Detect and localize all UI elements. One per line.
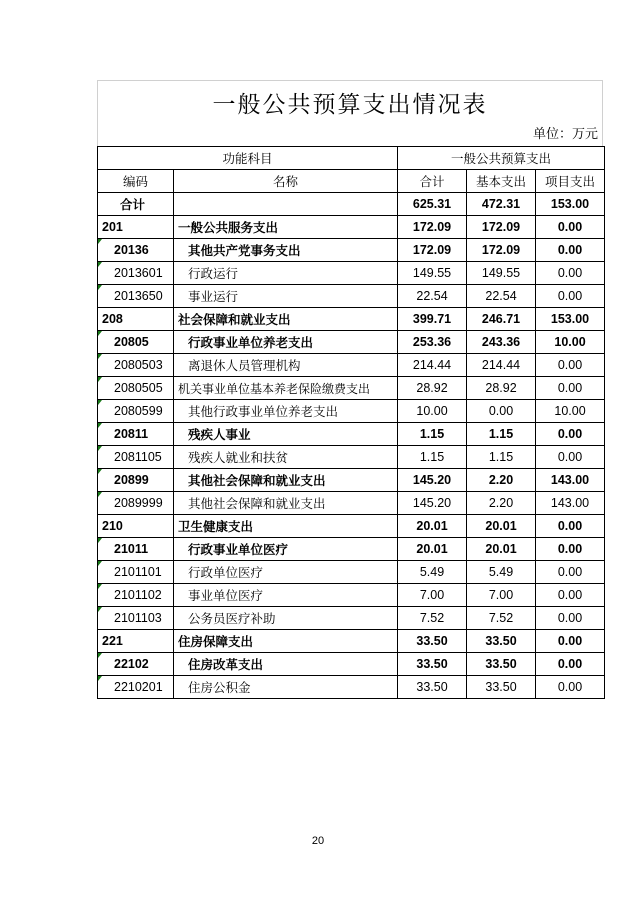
row-name: 其他行政事业单位养老支出 bbox=[174, 400, 398, 423]
row-total: 33.50 bbox=[398, 630, 467, 653]
table-row bbox=[98, 584, 605, 607]
row-project: 0.00 bbox=[536, 676, 605, 699]
row-project: 0.00 bbox=[536, 538, 605, 561]
row-total: 7.52 bbox=[398, 607, 467, 630]
header-row-1 bbox=[98, 147, 605, 170]
row-name: 其他社会保障和就业支出 bbox=[174, 469, 398, 492]
row-name: 机关事业单位基本养老保险缴费支出 bbox=[174, 377, 398, 400]
table-row bbox=[98, 630, 605, 653]
row-code: 2210201 bbox=[98, 676, 174, 699]
row-code: 208 bbox=[98, 308, 174, 331]
table-row bbox=[98, 262, 605, 285]
row-project: 0.00 bbox=[536, 630, 605, 653]
row-basic: 33.50 bbox=[467, 653, 536, 676]
row-name: 卫生健康支出 bbox=[174, 515, 398, 538]
row-code: 2013650 bbox=[98, 285, 174, 308]
row-basic: 246.71 bbox=[467, 308, 536, 331]
row-basic: 33.50 bbox=[467, 630, 536, 653]
row-code: 221 bbox=[98, 630, 174, 653]
row-project: 153.00 bbox=[536, 308, 605, 331]
row-name: 一般公共服务支出 bbox=[174, 216, 398, 239]
row-basic: 1.15 bbox=[467, 446, 536, 469]
header-budget-group: 一般公共预算支出 bbox=[398, 147, 605, 170]
row-total: 20.01 bbox=[398, 538, 467, 561]
row-code: 22102 bbox=[98, 653, 174, 676]
row-name: 其他共产党事务支出 bbox=[174, 239, 398, 262]
row-name: 行政事业单位养老支出 bbox=[174, 331, 398, 354]
row-total: 1.15 bbox=[398, 446, 467, 469]
header-row-2 bbox=[98, 170, 605, 193]
row-name: 住房保障支出 bbox=[174, 630, 398, 653]
table-title: 一般公共预算支出情况表 bbox=[97, 80, 603, 124]
row-name: 残疾人事业 bbox=[174, 423, 398, 446]
row-basic: 0.00 bbox=[467, 400, 536, 423]
table-row bbox=[98, 354, 605, 377]
row-code: 20805 bbox=[98, 331, 174, 354]
row-project: 0.00 bbox=[536, 423, 605, 446]
table-row bbox=[98, 285, 605, 308]
row-basic: 1.15 bbox=[467, 423, 536, 446]
row-code: 20899 bbox=[98, 469, 174, 492]
table-row bbox=[98, 216, 605, 239]
row-basic: 28.92 bbox=[467, 377, 536, 400]
row-total: 28.92 bbox=[398, 377, 467, 400]
row-total: 5.49 bbox=[398, 561, 467, 584]
row-project: 10.00 bbox=[536, 400, 605, 423]
row-total: 145.20 bbox=[398, 492, 467, 515]
row-basic: 20.01 bbox=[467, 538, 536, 561]
row-total: 172.09 bbox=[398, 216, 467, 239]
header-code: 编码 bbox=[98, 170, 174, 193]
row-name: 公务员医疗补助 bbox=[174, 607, 398, 630]
row-total: 399.71 bbox=[398, 308, 467, 331]
row-basic: 149.55 bbox=[467, 262, 536, 285]
row-code: 210 bbox=[98, 515, 174, 538]
row-code: 2081105 bbox=[98, 446, 174, 469]
row-code: 2080505 bbox=[98, 377, 174, 400]
table-row bbox=[98, 492, 605, 515]
row-basic: 214.44 bbox=[467, 354, 536, 377]
row-name: 事业单位医疗 bbox=[174, 584, 398, 607]
row-basic: 2.20 bbox=[467, 492, 536, 515]
row-project: 0.00 bbox=[536, 515, 605, 538]
table-row bbox=[98, 676, 605, 699]
row-name: 行政运行 bbox=[174, 262, 398, 285]
row-project: 0.00 bbox=[536, 262, 605, 285]
row-basic: 7.00 bbox=[467, 584, 536, 607]
row-project: 0.00 bbox=[536, 285, 605, 308]
row-project: 0.00 bbox=[536, 584, 605, 607]
row-project: 153.00 bbox=[536, 193, 605, 216]
row-total: 33.50 bbox=[398, 676, 467, 699]
row-code: 20136 bbox=[98, 239, 174, 262]
row-project: 0.00 bbox=[536, 354, 605, 377]
table-row bbox=[98, 515, 605, 538]
row-code: 2101101 bbox=[98, 561, 174, 584]
budget-table bbox=[97, 146, 605, 699]
row-total: 214.44 bbox=[398, 354, 467, 377]
header-func-subject: 功能科目 bbox=[98, 147, 398, 170]
row-code: 20811 bbox=[98, 423, 174, 446]
row-basic: 5.49 bbox=[467, 561, 536, 584]
table-row bbox=[98, 308, 605, 331]
row-basic: 2.20 bbox=[467, 469, 536, 492]
row-project: 0.00 bbox=[536, 446, 605, 469]
table-row bbox=[98, 446, 605, 469]
row-basic: 22.54 bbox=[467, 285, 536, 308]
row-basic: 172.09 bbox=[467, 239, 536, 262]
row-total: 145.20 bbox=[398, 469, 467, 492]
row-code: 201 bbox=[98, 216, 174, 239]
row-code: 2013601 bbox=[98, 262, 174, 285]
table-row bbox=[98, 193, 605, 216]
row-total: 10.00 bbox=[398, 400, 467, 423]
unit-label: 单位：万元 bbox=[97, 124, 603, 146]
table-row bbox=[98, 469, 605, 492]
header-name: 名称 bbox=[174, 170, 398, 193]
row-basic: 7.52 bbox=[467, 607, 536, 630]
header-project: 项目支出 bbox=[536, 170, 605, 193]
row-code: 2080503 bbox=[98, 354, 174, 377]
row-total: 625.31 bbox=[398, 193, 467, 216]
table-row bbox=[98, 377, 605, 400]
table-row bbox=[98, 400, 605, 423]
row-project: 0.00 bbox=[536, 216, 605, 239]
row-total: 7.00 bbox=[398, 584, 467, 607]
row-total: 149.55 bbox=[398, 262, 467, 285]
row-project: 0.00 bbox=[536, 653, 605, 676]
row-total: 20.01 bbox=[398, 515, 467, 538]
row-project: 0.00 bbox=[536, 239, 605, 262]
table-row bbox=[98, 653, 605, 676]
row-total: 1.15 bbox=[398, 423, 467, 446]
row-code: 2101102 bbox=[98, 584, 174, 607]
row-name: 事业运行 bbox=[174, 285, 398, 308]
table-row bbox=[98, 239, 605, 262]
row-code: 2089999 bbox=[98, 492, 174, 515]
row-basic: 172.09 bbox=[467, 216, 536, 239]
table-row bbox=[98, 423, 605, 446]
row-name: 住房公积金 bbox=[174, 676, 398, 699]
row-code: 2101103 bbox=[98, 607, 174, 630]
row-total: 22.54 bbox=[398, 285, 467, 308]
row-project: 10.00 bbox=[536, 331, 605, 354]
row-name bbox=[174, 193, 398, 216]
page-number: 20 bbox=[311, 835, 325, 847]
table-row bbox=[98, 538, 605, 561]
row-name: 残疾人就业和扶贫 bbox=[174, 446, 398, 469]
row-project: 0.00 bbox=[536, 607, 605, 630]
row-name: 其他社会保障和就业支出 bbox=[174, 492, 398, 515]
row-name: 行政事业单位医疗 bbox=[174, 538, 398, 561]
row-project: 0.00 bbox=[536, 561, 605, 584]
table-row bbox=[98, 561, 605, 584]
row-code: 合计 bbox=[98, 193, 174, 216]
row-total: 33.50 bbox=[398, 653, 467, 676]
row-project: 143.00 bbox=[536, 492, 605, 515]
row-name: 住房改革支出 bbox=[174, 653, 398, 676]
row-code: 2080599 bbox=[98, 400, 174, 423]
table-row bbox=[98, 331, 605, 354]
row-basic: 33.50 bbox=[467, 676, 536, 699]
header-total: 合计 bbox=[398, 170, 467, 193]
row-name: 离退休人员管理机构 bbox=[174, 354, 398, 377]
row-basic: 472.31 bbox=[467, 193, 536, 216]
table-row bbox=[98, 607, 605, 630]
row-name: 行政单位医疗 bbox=[174, 561, 398, 584]
row-code: 21011 bbox=[98, 538, 174, 561]
row-project: 143.00 bbox=[536, 469, 605, 492]
row-basic: 20.01 bbox=[467, 515, 536, 538]
row-name: 社会保障和就业支出 bbox=[174, 308, 398, 331]
header-basic: 基本支出 bbox=[467, 170, 536, 193]
row-project: 0.00 bbox=[536, 377, 605, 400]
row-basic: 243.36 bbox=[467, 331, 536, 354]
row-total: 253.36 bbox=[398, 331, 467, 354]
row-total: 172.09 bbox=[398, 239, 467, 262]
